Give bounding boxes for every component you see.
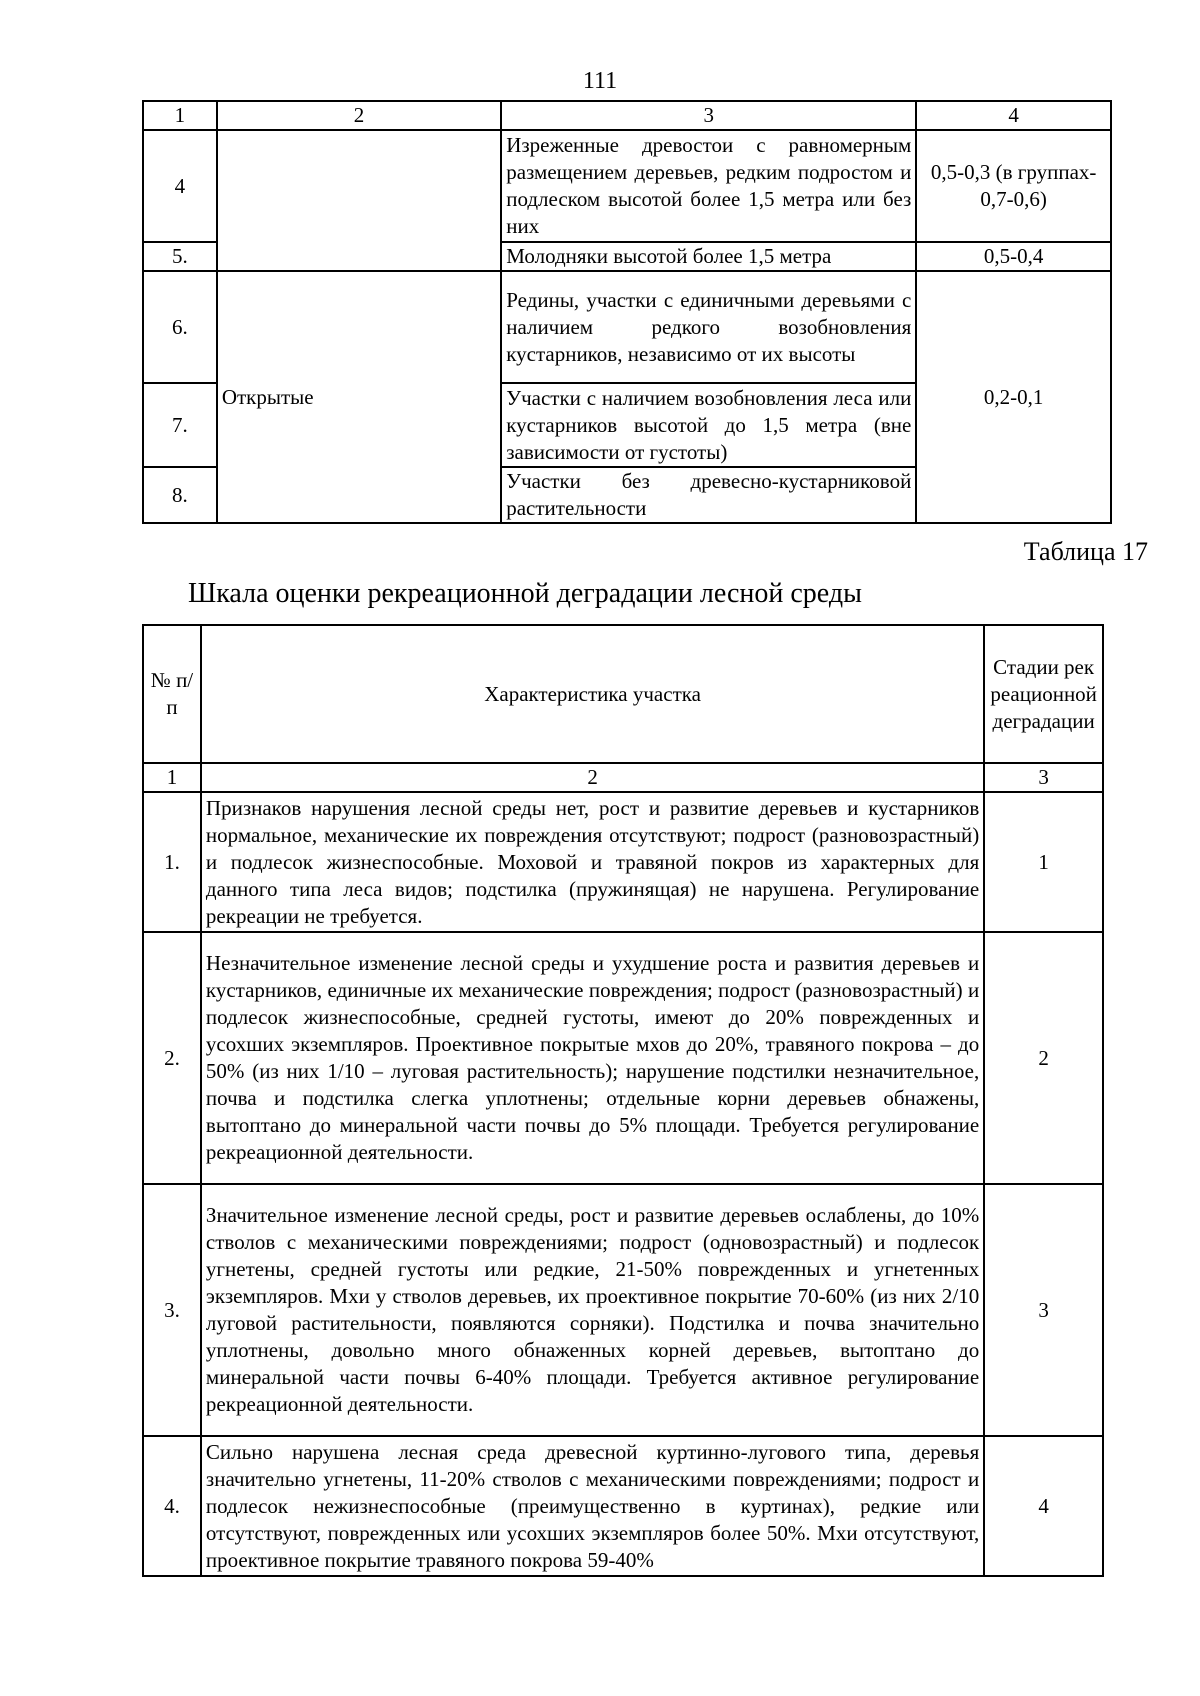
header-stage: Стадии рекреационной деградации (984, 625, 1103, 763)
row-number: 3. (143, 1184, 201, 1436)
column-number: 2 (201, 763, 984, 792)
degradation-scale-table (142, 624, 1104, 1577)
table-row (143, 1184, 1103, 1436)
stage-value: 4 (984, 1436, 1103, 1576)
column-number: 3 (501, 101, 916, 130)
table-row (143, 271, 1111, 383)
row-description: Значительное изменение лесной среды, рост и развитие деревьев ослаблены, до 10% стволов с механическими повреждениями; подрост (одновозрастный) и подлесок угнетены, средней густоты или редкие, 21-50% поврежденных и угнетенных экземпляров. Мхи у стволов деревьев, их проективное покрытие 70-60% (из них 2/10 луговой растительности, появляются сорняки). Подстилка и почва значительно уплотнены, довольно много обнаженных корней деревьев, вытоптано до минеральной части почвы 6-40% площади. Требуется активное регулирование рекреационной деятельности. (201, 1184, 984, 1436)
column-number: 4 (916, 101, 1111, 130)
column-number: 3 (984, 763, 1103, 792)
header-number: № п/п (143, 625, 201, 763)
category-open: Открытые (217, 271, 501, 523)
row-number: 5. (143, 242, 217, 271)
row-number: 7. (143, 383, 217, 467)
column-number: 1 (143, 101, 217, 130)
density-value: 0,2-0,1 (916, 271, 1111, 523)
row-description: Признаков нарушения лесной среды нет, рост и развитие деревьев и кустарников нормальное, механические их повреждения отсутствуют; подрост (разновозрастный) и подлесок жизнеспособные. Моховой и травяной покров из характерных для данного типа леса видов; подстилка (пружинящая) не нарушена. Регулирование рекреации не требуется. (201, 792, 984, 932)
row-description: Молодняки высотой более 1,5 метра (501, 242, 916, 271)
row-description: Изреженные древостои с равномерным размещением деревьев, редким подростом и подлеском высотой более 1,5 метра или без них (501, 130, 916, 242)
table-label: Таблица 17 (1023, 537, 1148, 566)
row-number: 8. (143, 467, 217, 523)
row-number: 6. (143, 271, 217, 383)
forest-density-table (142, 100, 1112, 524)
stage-value: 1 (984, 792, 1103, 932)
table-row (143, 1436, 1103, 1576)
table-header-row (143, 625, 1103, 763)
column-number: 2 (217, 101, 501, 130)
stage-value: 3 (984, 1184, 1103, 1436)
page-number: 111 (582, 68, 618, 94)
row-description: Редины, участки с единичными деревьями с наличием редкого возобновления кустарников, независимо от их высоты (501, 271, 916, 383)
header-description: Характеристика участка (201, 625, 984, 763)
column-number-row (143, 763, 1103, 792)
row-number: 4. (143, 1436, 201, 1576)
density-value: 0,5-0,3 (в группах- 0,7-0,6) (916, 130, 1111, 242)
table-row (143, 932, 1103, 1184)
row-number: 2. (143, 932, 201, 1184)
table-title: Шкала оценки рекреационной деградации лесной среды (188, 578, 862, 609)
row-description: Сильно нарушена лесная среда древесной куртинно-лугового типа, деревья значительно угнетены, 11-20% стволов с механическими повреждениями; подрост и подлесок нежизнеспособные (преимущественно в куртинах), редкие или отсутствуют, поврежденных или усохших экземпляров более 50%. Мхи отсутствуют, проективное покрытие травяного покрова 59-40% (201, 1436, 984, 1576)
density-value: 0,5-0,4 (916, 242, 1111, 271)
table-header-row (143, 101, 1111, 130)
column-number: 1 (143, 763, 201, 792)
table-row (143, 130, 1111, 242)
stage-value: 2 (984, 932, 1103, 1184)
category-cell-empty (217, 130, 501, 271)
table-row (143, 792, 1103, 932)
row-description: Незначительное изменение лесной среды и ухудшение роста и развития деревьев и кустарников, единичные их механические повреждения; подрост (разновозрастный) и подлесок жизнеспособные, средней густоты, имеют до 20% поврежденных и усохших экземпляров. Проективное покрытые мхов до 20%, травяного покрова – до 50% (из них 1/10 – луговая растительность); нарушение подстилки незначительное, почва и подстилка слегка уплотнены; отдельные корни деревьев обнажены, вытоптано до минеральной части почвы до 5% площади. Требуется регулирование рекреационной деятельности. (201, 932, 984, 1184)
row-number: 4 (143, 130, 217, 242)
row-description: Участки с наличием возобновления леса или кустарников высотой до 1,5 метра (вне зависимости от густоты) (501, 383, 916, 467)
row-number: 1. (143, 792, 201, 932)
row-description: Участки без древесно-кустарниковой растительности (501, 467, 916, 523)
